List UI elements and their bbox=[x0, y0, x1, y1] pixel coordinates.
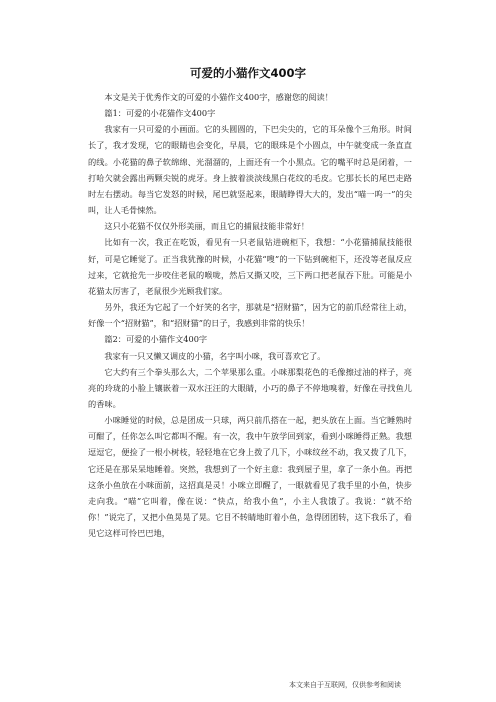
body-paragraph: 它大约有三个拳头那么大，二个苹果那么重。小咪那梨花色的毛像擦过油的样子，亮亮的玲珑的小脸上镶嵌着一双水汪汪的大眼睛，小巧的鼻子不停地嗅着，好像在寻找鱼儿的香味。 bbox=[88, 366, 412, 409]
section-heading-1: 篇1：可爱的小花猫作文400字 bbox=[104, 108, 216, 119]
page-footer-note: 本文来自于互联网，仅供参考和阅读 bbox=[289, 681, 401, 689]
document-title: 可爱的小猫作文400字 bbox=[189, 66, 306, 80]
body-paragraph: 比如有一次，我正在吃饭，看见有一只老鼠钻进碗柜下，我想：“小花猫捕鼠技能很好，可是它睡觉了。正当我犹豫的时候，小花猫“嗖”的一下钻到碗柜下，还没等老鼠反应过来，它就抢先一步咬住老鼠的喉咙，然后又撕又咬，三下两口把老鼠吞下肚。可能是小花猫太厉害了，老鼠很少光顾我们家。 bbox=[88, 237, 412, 296]
body-paragraph: 我家有一只又懒又调皮的小猫，名字叫小咪，我可喜欢它了。 bbox=[104, 350, 326, 361]
intro-paragraph: 本文是关于优秀作文的可爱的小猫作文400字，感谢您的阅读！ bbox=[104, 92, 333, 102]
body-paragraph: 另外，我还为它起了一个好笑的名字，那就是“招财猫”，因为它的前爪经常往上动，好像一个“招财猫”，和“招财猫”的日子，我感到非常的快乐！ bbox=[88, 302, 412, 329]
body-paragraph: 我家有一只可爱的小画面。它的头圆圆的，下巴尖尖的，它的耳朵像个三角形。时间长了，我才发现，它的眼睛也会变化，早晨，它的眼珠是个小圆点，中午就变成一条直直的线。小花猫的鼻子软绵绵、光溜溜的，上面还有一个小黑点。它的嘴平时总是闭着，一打哈欠就会露出两颗尖锐的虎牙。身上披着淡淡线黑白花纹的毛皮。它那长长的尾巴走路时左右摆动。每当它发怒的时候，尾巴就竖起来，眼睛睁得大大的，发出“喵一呜一”的尖叫，让人毛骨悚然。 bbox=[88, 124, 412, 216]
body-paragraph: 这只小花猫不仅仅外形美丽，而且它的捕鼠技能非常好！ bbox=[104, 221, 310, 232]
section-heading-2: 篇2：可爱的小猫作文400字 bbox=[104, 334, 208, 345]
document-body bbox=[88, 89, 412, 541]
body-paragraph: 小咪睡觉的时候，总是团成一只球，两只前爪搭在一起，把头放在上面。当它睡熟时可酣了，任你怎么叫它都叫不醒。有一次，我中午放学回到家，看到小咪睡得正熟。我想逗逗它，便捡了一根小树枝，轻轻地在它身上拨了几下，小咪纹丝不动，我又拨了几下，它还是在那呆呆地睡着。突然，我想到了一个好主意：我到屋子里，拿了一条小鱼。再把这条小鱼放在小咪面前，这招真是灵！小咪立即醒了，一眼就看见了我手里的小鱼，快步走向我。“喵”它叫着，像在说：“快点，给我小鱼”，小主人我饿了。我说：“就不给你！”说完了，又把小鱼晃晃了晃。它目不转睛地盯着小鱼，急得团团转，这下我乐了，看见它这样可怜巴巴地， bbox=[88, 415, 412, 539]
